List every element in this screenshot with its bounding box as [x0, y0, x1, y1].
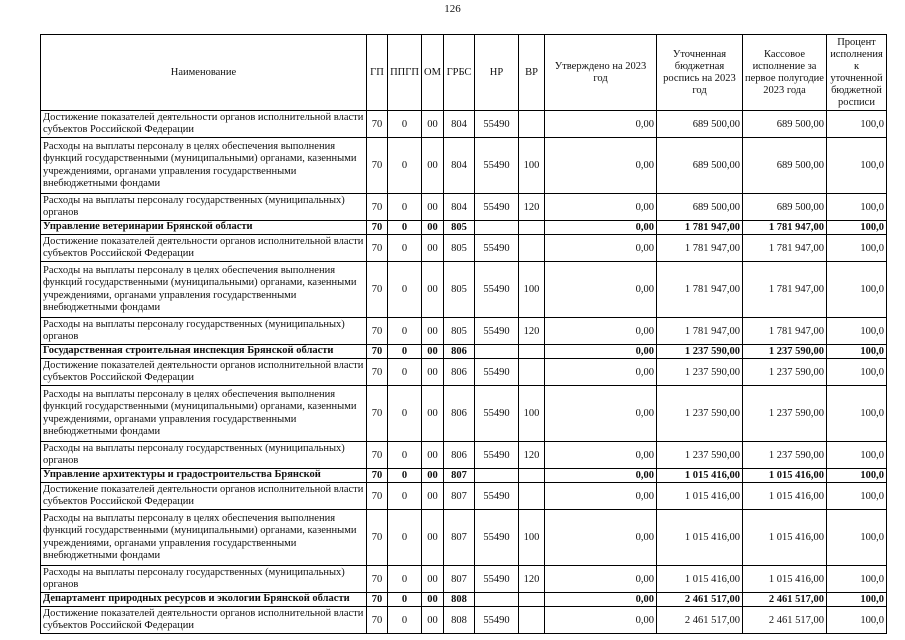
- cell-percent: 100,0: [827, 262, 887, 318]
- cell-clarified: 1 237 590,00: [657, 386, 743, 442]
- cell-percent: 100,0: [827, 359, 887, 386]
- cell-ppgp: 0: [388, 262, 422, 318]
- cell-percent: 100,0: [827, 607, 887, 634]
- cell-grbs: 805: [444, 235, 475, 262]
- table-row: [41, 386, 887, 442]
- cell-grbs: 806: [444, 345, 475, 359]
- cell-om: 00: [422, 386, 444, 442]
- cell-name: Департамент природных ресурсов и экологии Брянской области: [41, 593, 367, 607]
- cell-vr: [519, 111, 545, 138]
- table-row: [41, 138, 887, 194]
- cell-gp: 70: [367, 442, 388, 469]
- cell-name: Расходы на выплаты персоналу государственных (муниципальных) органов: [41, 566, 367, 593]
- cell-approved: 0,00: [545, 262, 657, 318]
- header-approved: Утверждено на 2023 год: [545, 35, 657, 111]
- cell-gp: 70: [367, 510, 388, 566]
- header-name: Наименование: [41, 35, 367, 111]
- cell-om: 00: [422, 318, 444, 345]
- cell-om: 00: [422, 510, 444, 566]
- cell-percent: 100,0: [827, 566, 887, 593]
- cell-cash: 1 015 416,00: [743, 483, 827, 510]
- cell-grbs: 807: [444, 510, 475, 566]
- cell-percent: 100,0: [827, 483, 887, 510]
- cell-vr: [519, 469, 545, 483]
- cell-approved: 0,00: [545, 483, 657, 510]
- cell-cash: 1 781 947,00: [743, 262, 827, 318]
- cell-grbs: 808: [444, 607, 475, 634]
- table-row: [41, 235, 887, 262]
- cell-ppgp: 0: [388, 111, 422, 138]
- cell-om: 00: [422, 194, 444, 221]
- cell-approved: 0,00: [545, 318, 657, 345]
- cell-approved: 0,00: [545, 442, 657, 469]
- header-ppgp: ППГП: [388, 35, 422, 111]
- cell-name: Достижение показателей деятельности органов исполнительной власти субъектов Российской Федерации: [41, 483, 367, 510]
- cell-vr: [519, 483, 545, 510]
- cell-clarified: 1 781 947,00: [657, 221, 743, 235]
- cell-approved: 0,00: [545, 194, 657, 221]
- cell-vr: [519, 359, 545, 386]
- cell-clarified: 1 015 416,00: [657, 483, 743, 510]
- cell-ppgp: 0: [388, 318, 422, 345]
- cell-gp: 70: [367, 483, 388, 510]
- cell-np: 55490: [475, 359, 519, 386]
- header-om: ОМ: [422, 35, 444, 111]
- cell-percent: 100,0: [827, 469, 887, 483]
- table-row-organization: [41, 221, 887, 235]
- header-clarified: Уточненная бюджетная роспись на 2023 год: [657, 35, 743, 111]
- cell-approved: 0,00: [545, 111, 657, 138]
- cell-name: Расходы на выплаты персоналу в целях обеспечения выполнения функций государственными (муниципальными) органами, казенными учреждениями, органами управления государственными внебюджетными фондами: [41, 386, 367, 442]
- cell-name: Расходы на выплаты персоналу в целях обеспечения выполнения функций государственными (муниципальными) органами, казенными учреждениями, органами управления государственными внебюджетными фондами: [41, 138, 367, 194]
- table-row: [41, 483, 887, 510]
- cell-vr: 120: [519, 566, 545, 593]
- cell-vr: [519, 607, 545, 634]
- cell-ppgp: 0: [388, 386, 422, 442]
- cell-grbs: 806: [444, 442, 475, 469]
- table-row: [41, 607, 887, 634]
- cell-ppgp: 0: [388, 235, 422, 262]
- cell-cash: 1 015 416,00: [743, 566, 827, 593]
- cell-vr: [519, 345, 545, 359]
- cell-gp: 70: [367, 593, 388, 607]
- cell-ppgp: 0: [388, 442, 422, 469]
- cell-grbs: 806: [444, 359, 475, 386]
- cell-clarified: 689 500,00: [657, 138, 743, 194]
- table-row-organization: [41, 345, 887, 359]
- cell-clarified: 689 500,00: [657, 111, 743, 138]
- cell-percent: 100,0: [827, 194, 887, 221]
- cell-vr: [519, 235, 545, 262]
- cell-vr: [519, 221, 545, 235]
- cell-name: Расходы на выплаты персоналу государственных (муниципальных) органов: [41, 194, 367, 221]
- cell-om: 00: [422, 359, 444, 386]
- cell-name: Государственная строительная инспекция Брянской области: [41, 345, 367, 359]
- header-np: НР: [475, 35, 519, 111]
- table-row: [41, 318, 887, 345]
- table-row: [41, 442, 887, 469]
- cell-name: Управление архитектуры и градостроительства Брянской: [41, 469, 367, 483]
- table-row: [41, 359, 887, 386]
- table-row: [41, 111, 887, 138]
- cell-np: 55490: [475, 138, 519, 194]
- table-row: [41, 194, 887, 221]
- header-grbs: ГРБС: [444, 35, 475, 111]
- cell-clarified: 1 015 416,00: [657, 469, 743, 483]
- cell-grbs: 807: [444, 483, 475, 510]
- cell-percent: 100,0: [827, 345, 887, 359]
- cell-approved: 0,00: [545, 138, 657, 194]
- cell-approved: 0,00: [545, 510, 657, 566]
- cell-gp: 70: [367, 345, 388, 359]
- table-body: [41, 111, 887, 634]
- cell-clarified: 1 237 590,00: [657, 359, 743, 386]
- cell-gp: 70: [367, 138, 388, 194]
- cell-name: Расходы на выплаты персоналу государственных (муниципальных) органов: [41, 442, 367, 469]
- table-row: [41, 262, 887, 318]
- page-number: 126: [444, 3, 461, 15]
- cell-np: 55490: [475, 386, 519, 442]
- cell-gp: 70: [367, 235, 388, 262]
- cell-cash: 1 015 416,00: [743, 510, 827, 566]
- cell-cash: 1 237 590,00: [743, 359, 827, 386]
- cell-cash: 689 500,00: [743, 138, 827, 194]
- header-row: [41, 35, 887, 111]
- cell-clarified: 1 781 947,00: [657, 262, 743, 318]
- cell-ppgp: 0: [388, 593, 422, 607]
- cell-cash: 2 461 517,00: [743, 607, 827, 634]
- cell-np: 55490: [475, 194, 519, 221]
- cell-om: 00: [422, 235, 444, 262]
- cell-np: [475, 345, 519, 359]
- cell-om: 00: [422, 138, 444, 194]
- cell-cash: 1 781 947,00: [743, 235, 827, 262]
- cell-cash: 689 500,00: [743, 194, 827, 221]
- cell-clarified: 1 015 416,00: [657, 510, 743, 566]
- cell-np: 55490: [475, 262, 519, 318]
- cell-name: Расходы на выплаты персоналу в целях обеспечения выполнения функций государственными (муниципальными) органами, казенными учреждениями, органами управления государственными внебюджетными фондами: [41, 262, 367, 318]
- cell-grbs: 804: [444, 138, 475, 194]
- cell-gp: 70: [367, 194, 388, 221]
- cell-gp: 70: [367, 607, 388, 634]
- cell-gp: 70: [367, 111, 388, 138]
- cell-vr: 120: [519, 442, 545, 469]
- cell-np: 55490: [475, 483, 519, 510]
- cell-grbs: 805: [444, 221, 475, 235]
- cell-om: 00: [422, 566, 444, 593]
- cell-om: 00: [422, 111, 444, 138]
- cell-approved: 0,00: [545, 235, 657, 262]
- cell-vr: 120: [519, 194, 545, 221]
- table-row: [41, 510, 887, 566]
- cell-approved: 0,00: [545, 566, 657, 593]
- cell-percent: 100,0: [827, 318, 887, 345]
- cell-percent: 100,0: [827, 510, 887, 566]
- cell-vr: 100: [519, 386, 545, 442]
- cell-clarified: 1 781 947,00: [657, 235, 743, 262]
- cell-gp: 70: [367, 221, 388, 235]
- cell-approved: 0,00: [545, 469, 657, 483]
- cell-np: 55490: [475, 111, 519, 138]
- cell-ppgp: 0: [388, 510, 422, 566]
- cell-name: Достижение показателей деятельности органов исполнительной власти субъектов Российской Федерации: [41, 607, 367, 634]
- header-gp: ГП: [367, 35, 388, 111]
- cell-om: 00: [422, 442, 444, 469]
- cell-gp: 70: [367, 566, 388, 593]
- cell-approved: 0,00: [545, 221, 657, 235]
- cell-approved: 0,00: [545, 607, 657, 634]
- cell-gp: 70: [367, 262, 388, 318]
- cell-percent: 100,0: [827, 138, 887, 194]
- cell-om: 00: [422, 262, 444, 318]
- cell-grbs: 804: [444, 194, 475, 221]
- cell-percent: 100,0: [827, 593, 887, 607]
- cell-np: 55490: [475, 510, 519, 566]
- cell-cash: 689 500,00: [743, 111, 827, 138]
- cell-clarified: 1 781 947,00: [657, 318, 743, 345]
- cell-percent: 100,0: [827, 386, 887, 442]
- cell-approved: 0,00: [545, 359, 657, 386]
- cell-np: 55490: [475, 235, 519, 262]
- cell-name: Расходы на выплаты персоналу государственных (муниципальных) органов: [41, 318, 367, 345]
- cell-grbs: 805: [444, 318, 475, 345]
- cell-percent: 100,0: [827, 111, 887, 138]
- table-row-organization: [41, 593, 887, 607]
- cell-gp: 70: [367, 469, 388, 483]
- cell-percent: 100,0: [827, 235, 887, 262]
- cell-vr: 120: [519, 318, 545, 345]
- cell-om: 00: [422, 607, 444, 634]
- cell-np: 55490: [475, 318, 519, 345]
- table-row: [41, 566, 887, 593]
- cell-np: [475, 593, 519, 607]
- cell-grbs: 806: [444, 386, 475, 442]
- cell-gp: 70: [367, 359, 388, 386]
- cell-approved: 0,00: [545, 386, 657, 442]
- cell-grbs: 804: [444, 111, 475, 138]
- cell-name: Расходы на выплаты персоналу в целях обеспечения выполнения функций государственными (муниципальными) органами, казенными учреждениями, органами управления государственными внебюджетными фондами: [41, 510, 367, 566]
- cell-name: Управление ветеринарии Брянской области: [41, 221, 367, 235]
- cell-name: Достижение показателей деятельности органов исполнительной власти субъектов Российской Федерации: [41, 111, 367, 138]
- cell-vr: 100: [519, 138, 545, 194]
- cell-ppgp: 0: [388, 566, 422, 593]
- cell-gp: 70: [367, 318, 388, 345]
- cell-grbs: 805: [444, 262, 475, 318]
- cell-cash: 1 781 947,00: [743, 221, 827, 235]
- header-cash: Кассовое исполнение за первое полугодие 2023 года: [743, 35, 827, 111]
- cell-grbs: 807: [444, 566, 475, 593]
- cell-ppgp: 0: [388, 607, 422, 634]
- cell-percent: 100,0: [827, 442, 887, 469]
- cell-om: 00: [422, 221, 444, 235]
- budget-execution-table: [40, 34, 887, 634]
- cell-cash: 1 015 416,00: [743, 469, 827, 483]
- cell-approved: 0,00: [545, 345, 657, 359]
- cell-ppgp: 0: [388, 138, 422, 194]
- cell-ppgp: 0: [388, 194, 422, 221]
- cell-cash: 1 237 590,00: [743, 386, 827, 442]
- cell-np: [475, 221, 519, 235]
- cell-om: 00: [422, 593, 444, 607]
- cell-ppgp: 0: [388, 221, 422, 235]
- cell-np: 55490: [475, 566, 519, 593]
- cell-ppgp: 0: [388, 483, 422, 510]
- cell-clarified: 689 500,00: [657, 194, 743, 221]
- cell-vr: 100: [519, 510, 545, 566]
- cell-cash: 1 237 590,00: [743, 442, 827, 469]
- cell-cash: 2 461 517,00: [743, 593, 827, 607]
- cell-np: 55490: [475, 442, 519, 469]
- header-vr: ВР: [519, 35, 545, 111]
- cell-name: Достижение показателей деятельности органов исполнительной власти субъектов Российской Федерации: [41, 359, 367, 386]
- cell-om: 00: [422, 483, 444, 510]
- cell-grbs: 807: [444, 469, 475, 483]
- cell-clarified: 1 237 590,00: [657, 442, 743, 469]
- cell-grbs: 808: [444, 593, 475, 607]
- cell-ppgp: 0: [388, 345, 422, 359]
- cell-om: 00: [422, 469, 444, 483]
- cell-gp: 70: [367, 386, 388, 442]
- cell-om: 00: [422, 345, 444, 359]
- cell-clarified: 1 237 590,00: [657, 345, 743, 359]
- cell-clarified: 2 461 517,00: [657, 607, 743, 634]
- cell-cash: 1 237 590,00: [743, 345, 827, 359]
- header-percent: Процент исполнения к уточненной бюджетной росписи: [827, 35, 887, 111]
- cell-vr: 100: [519, 262, 545, 318]
- cell-np: 55490: [475, 607, 519, 634]
- cell-np: [475, 469, 519, 483]
- cell-ppgp: 0: [388, 359, 422, 386]
- cell-approved: 0,00: [545, 593, 657, 607]
- cell-clarified: 1 015 416,00: [657, 566, 743, 593]
- table-row-organization: [41, 469, 887, 483]
- cell-cash: 1 781 947,00: [743, 318, 827, 345]
- cell-vr: [519, 593, 545, 607]
- cell-ppgp: 0: [388, 469, 422, 483]
- cell-percent: 100,0: [827, 221, 887, 235]
- cell-name: Достижение показателей деятельности органов исполнительной власти субъектов Российской Федерации: [41, 235, 367, 262]
- cell-clarified: 2 461 517,00: [657, 593, 743, 607]
